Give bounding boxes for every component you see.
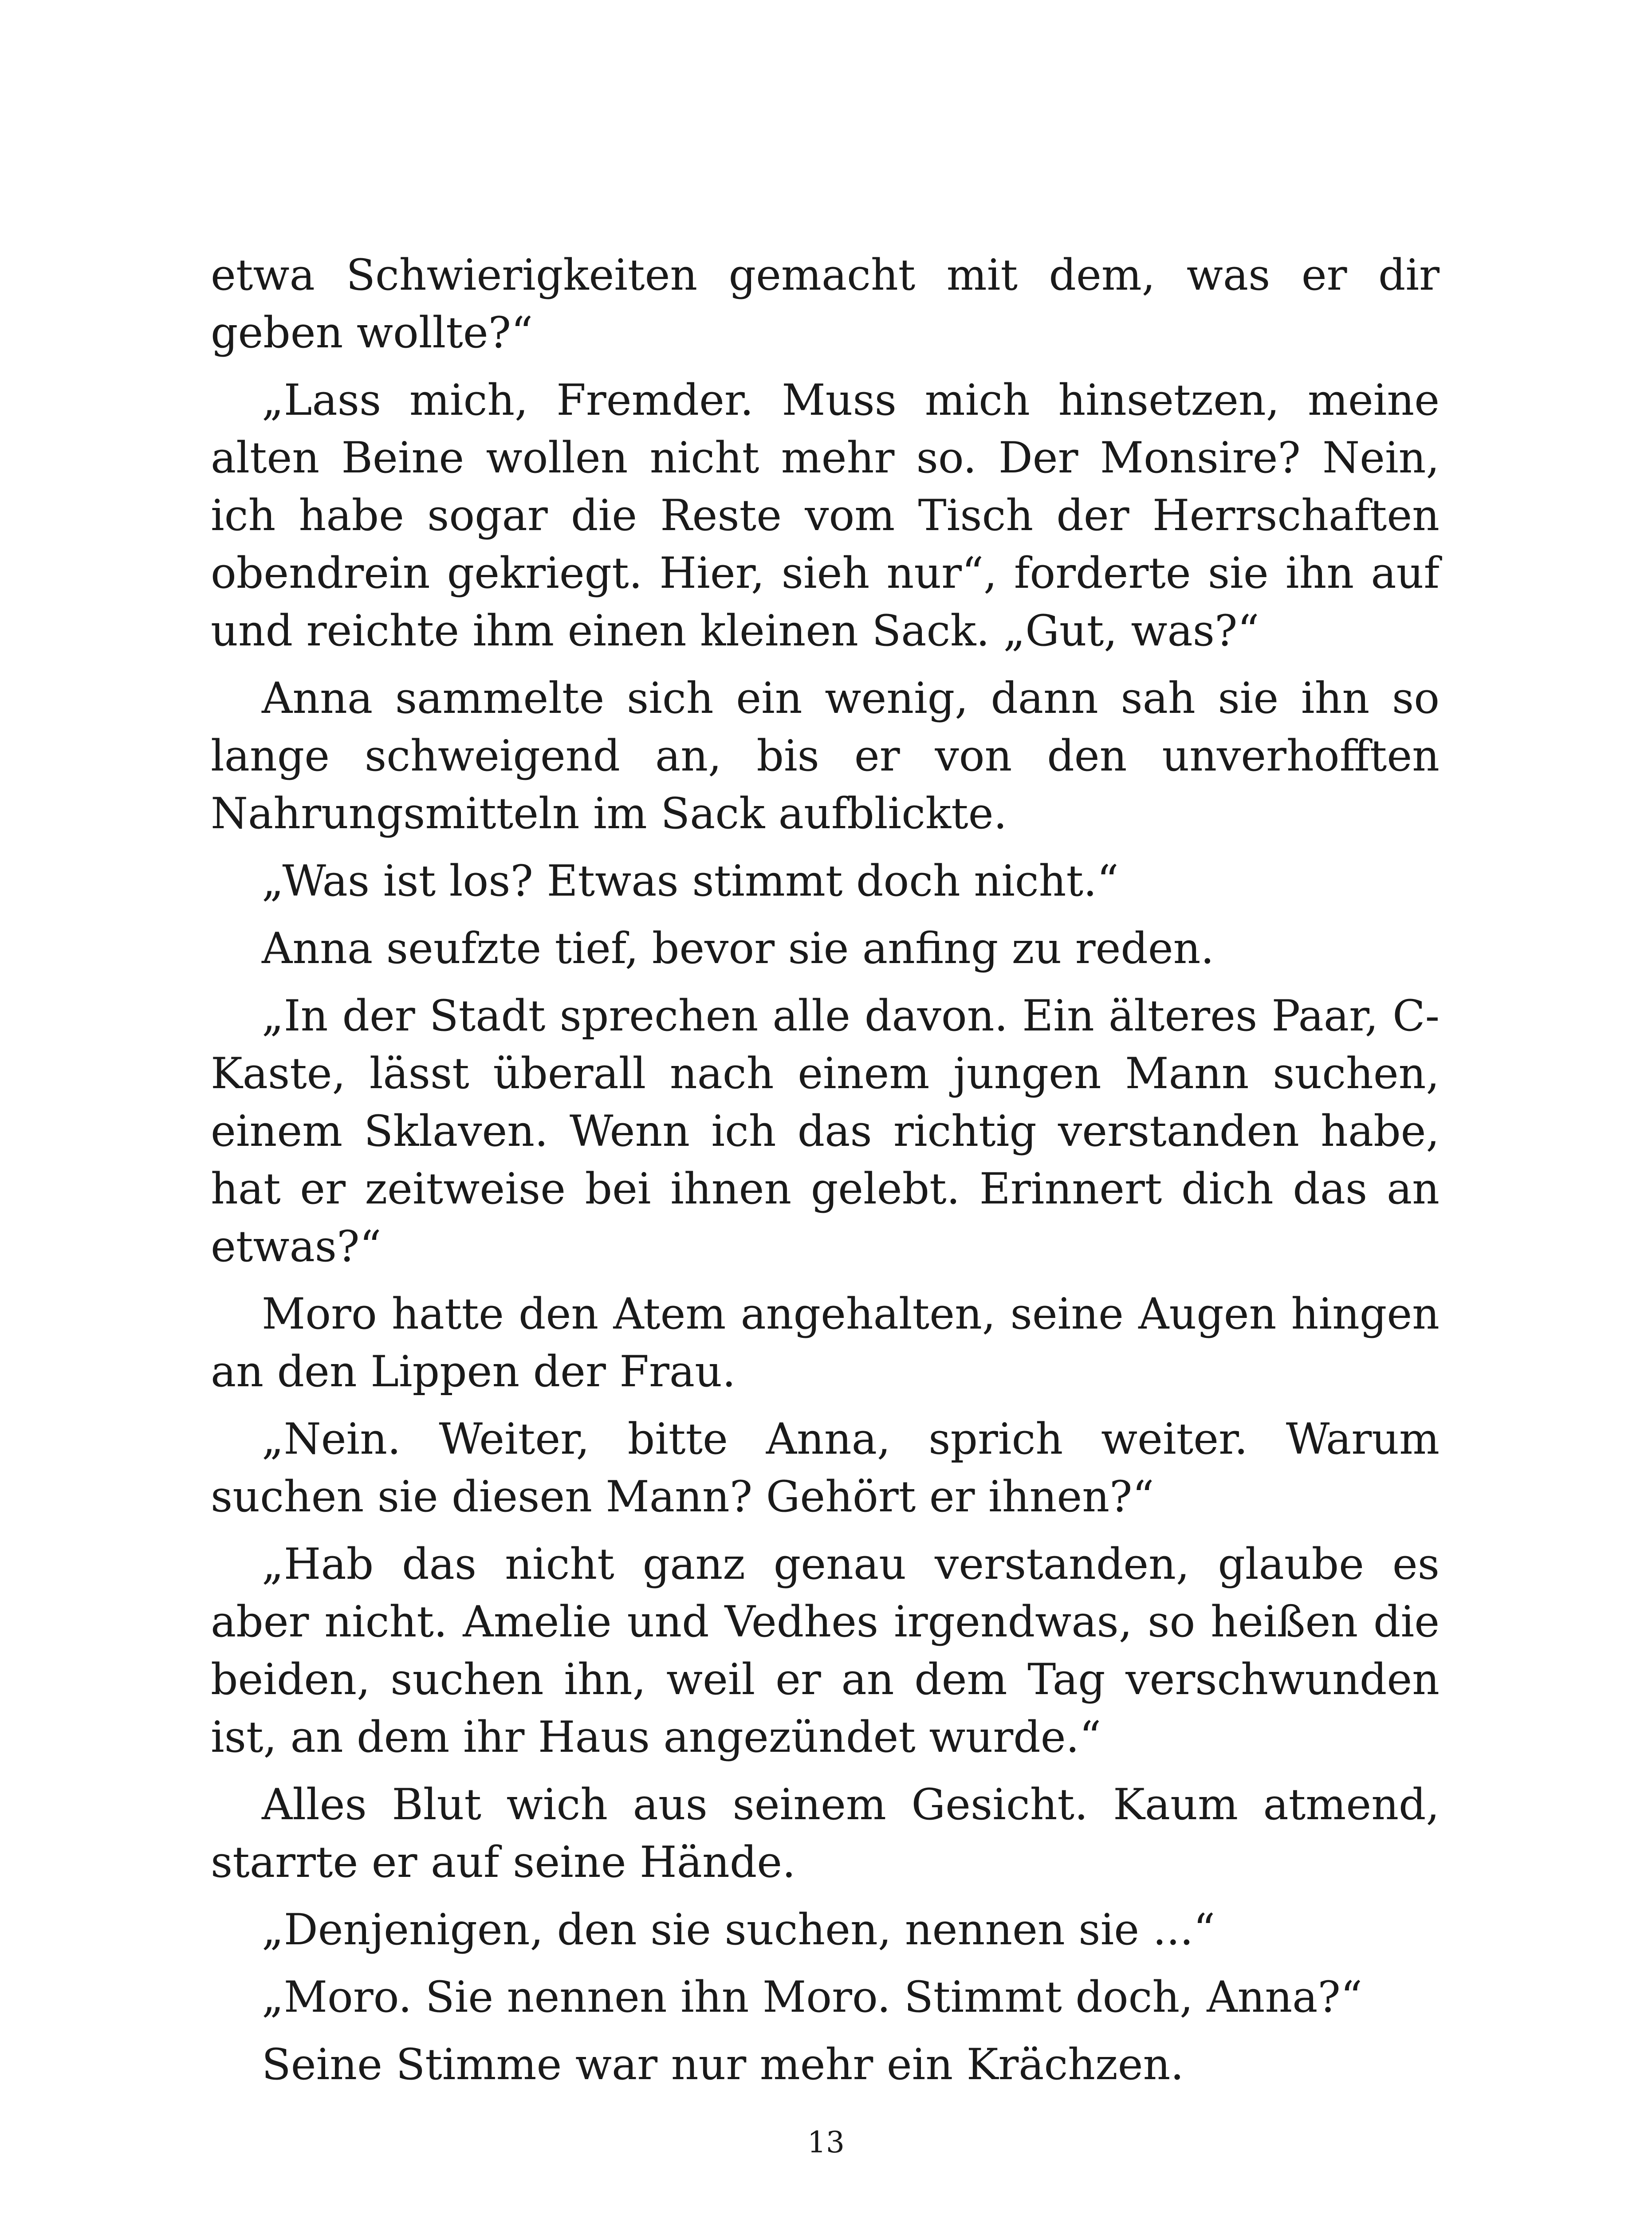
- paragraph-5: Anna seufzte tief, bevor sie anfing zu reden.: [262, 924, 1215, 973]
- paragraph-12: „Moro. Sie nennen ihn Moro. Stimmt doch, Anna?“: [262, 1972, 1362, 2022]
- paragraph-1: etwa Schwierigkeiten gemacht mit dem, was er dir geben wollte?“: [211, 250, 1440, 358]
- paragraph-13: Seine Stimme war nur mehr ein Krächzen.: [262, 2040, 1184, 2089]
- paragraph-11: „Denjenigen, den sie suchen, nennen sie ...“: [262, 1905, 1215, 1955]
- page-number: 13: [807, 2125, 845, 2159]
- paragraph-4: „Was ist los? Etwas stimmt doch nicht.“: [262, 856, 1119, 906]
- paragraph-10: Alles Blut wich aus seinem Gesicht. Kaum atmend, starrte er auf seine Hände.: [211, 1780, 1440, 1887]
- body-text: [211, 246, 1440, 2103]
- paragraph-7: Moro hatte den Atem angehalten, seine Augen hingen an den Lippen der Frau.: [211, 1289, 1440, 1396]
- paragraph-2: „Lass mich, Fremder. Muss mich hinsetzen, meine alten Beine wollen nicht mehr so. Der Monsire? Nein, ich habe sogar die Reste vom Tisch der Herrschaften obendrein gekriegt. Hier, sieh nur“, forderte sie ihn auf und reichte ihm einen kleinen Sack. „Gut, was?“: [211, 375, 1440, 656]
- paragraph-8: „Nein. Weiter, bitte Anna, sprich weiter. Warum suchen sie diesen Mann? Gehört er ihnen?“: [211, 1414, 1440, 1522]
- paragraph-3: Anna sammelte sich ein wenig, dann sah sie ihn so lange schweigend an, bis er von den unverhofften Nahrungsmitteln im Sack aufblickte.: [211, 673, 1440, 838]
- paragraph-9: „Hab das nicht ganz genau verstanden, glaube es aber nicht. Amelie und Vedhes irgendwas, so heißen die beiden, suchen ihn, weil er an dem Tag verschwunden ist, an dem ihr Haus angezündet wurde.“: [211, 1539, 1440, 1762]
- paragraph-6: „In der Stadt sprechen alle davon. Ein älteres Paar, C-Kaste, lässt überall nach einem jungen Mann suchen, einem Sklaven. Wenn ich das richtig verstanden habe, hat er zeitweise bei ihnen gelebt. Erinnert dich das an etwas?“: [211, 991, 1440, 1271]
